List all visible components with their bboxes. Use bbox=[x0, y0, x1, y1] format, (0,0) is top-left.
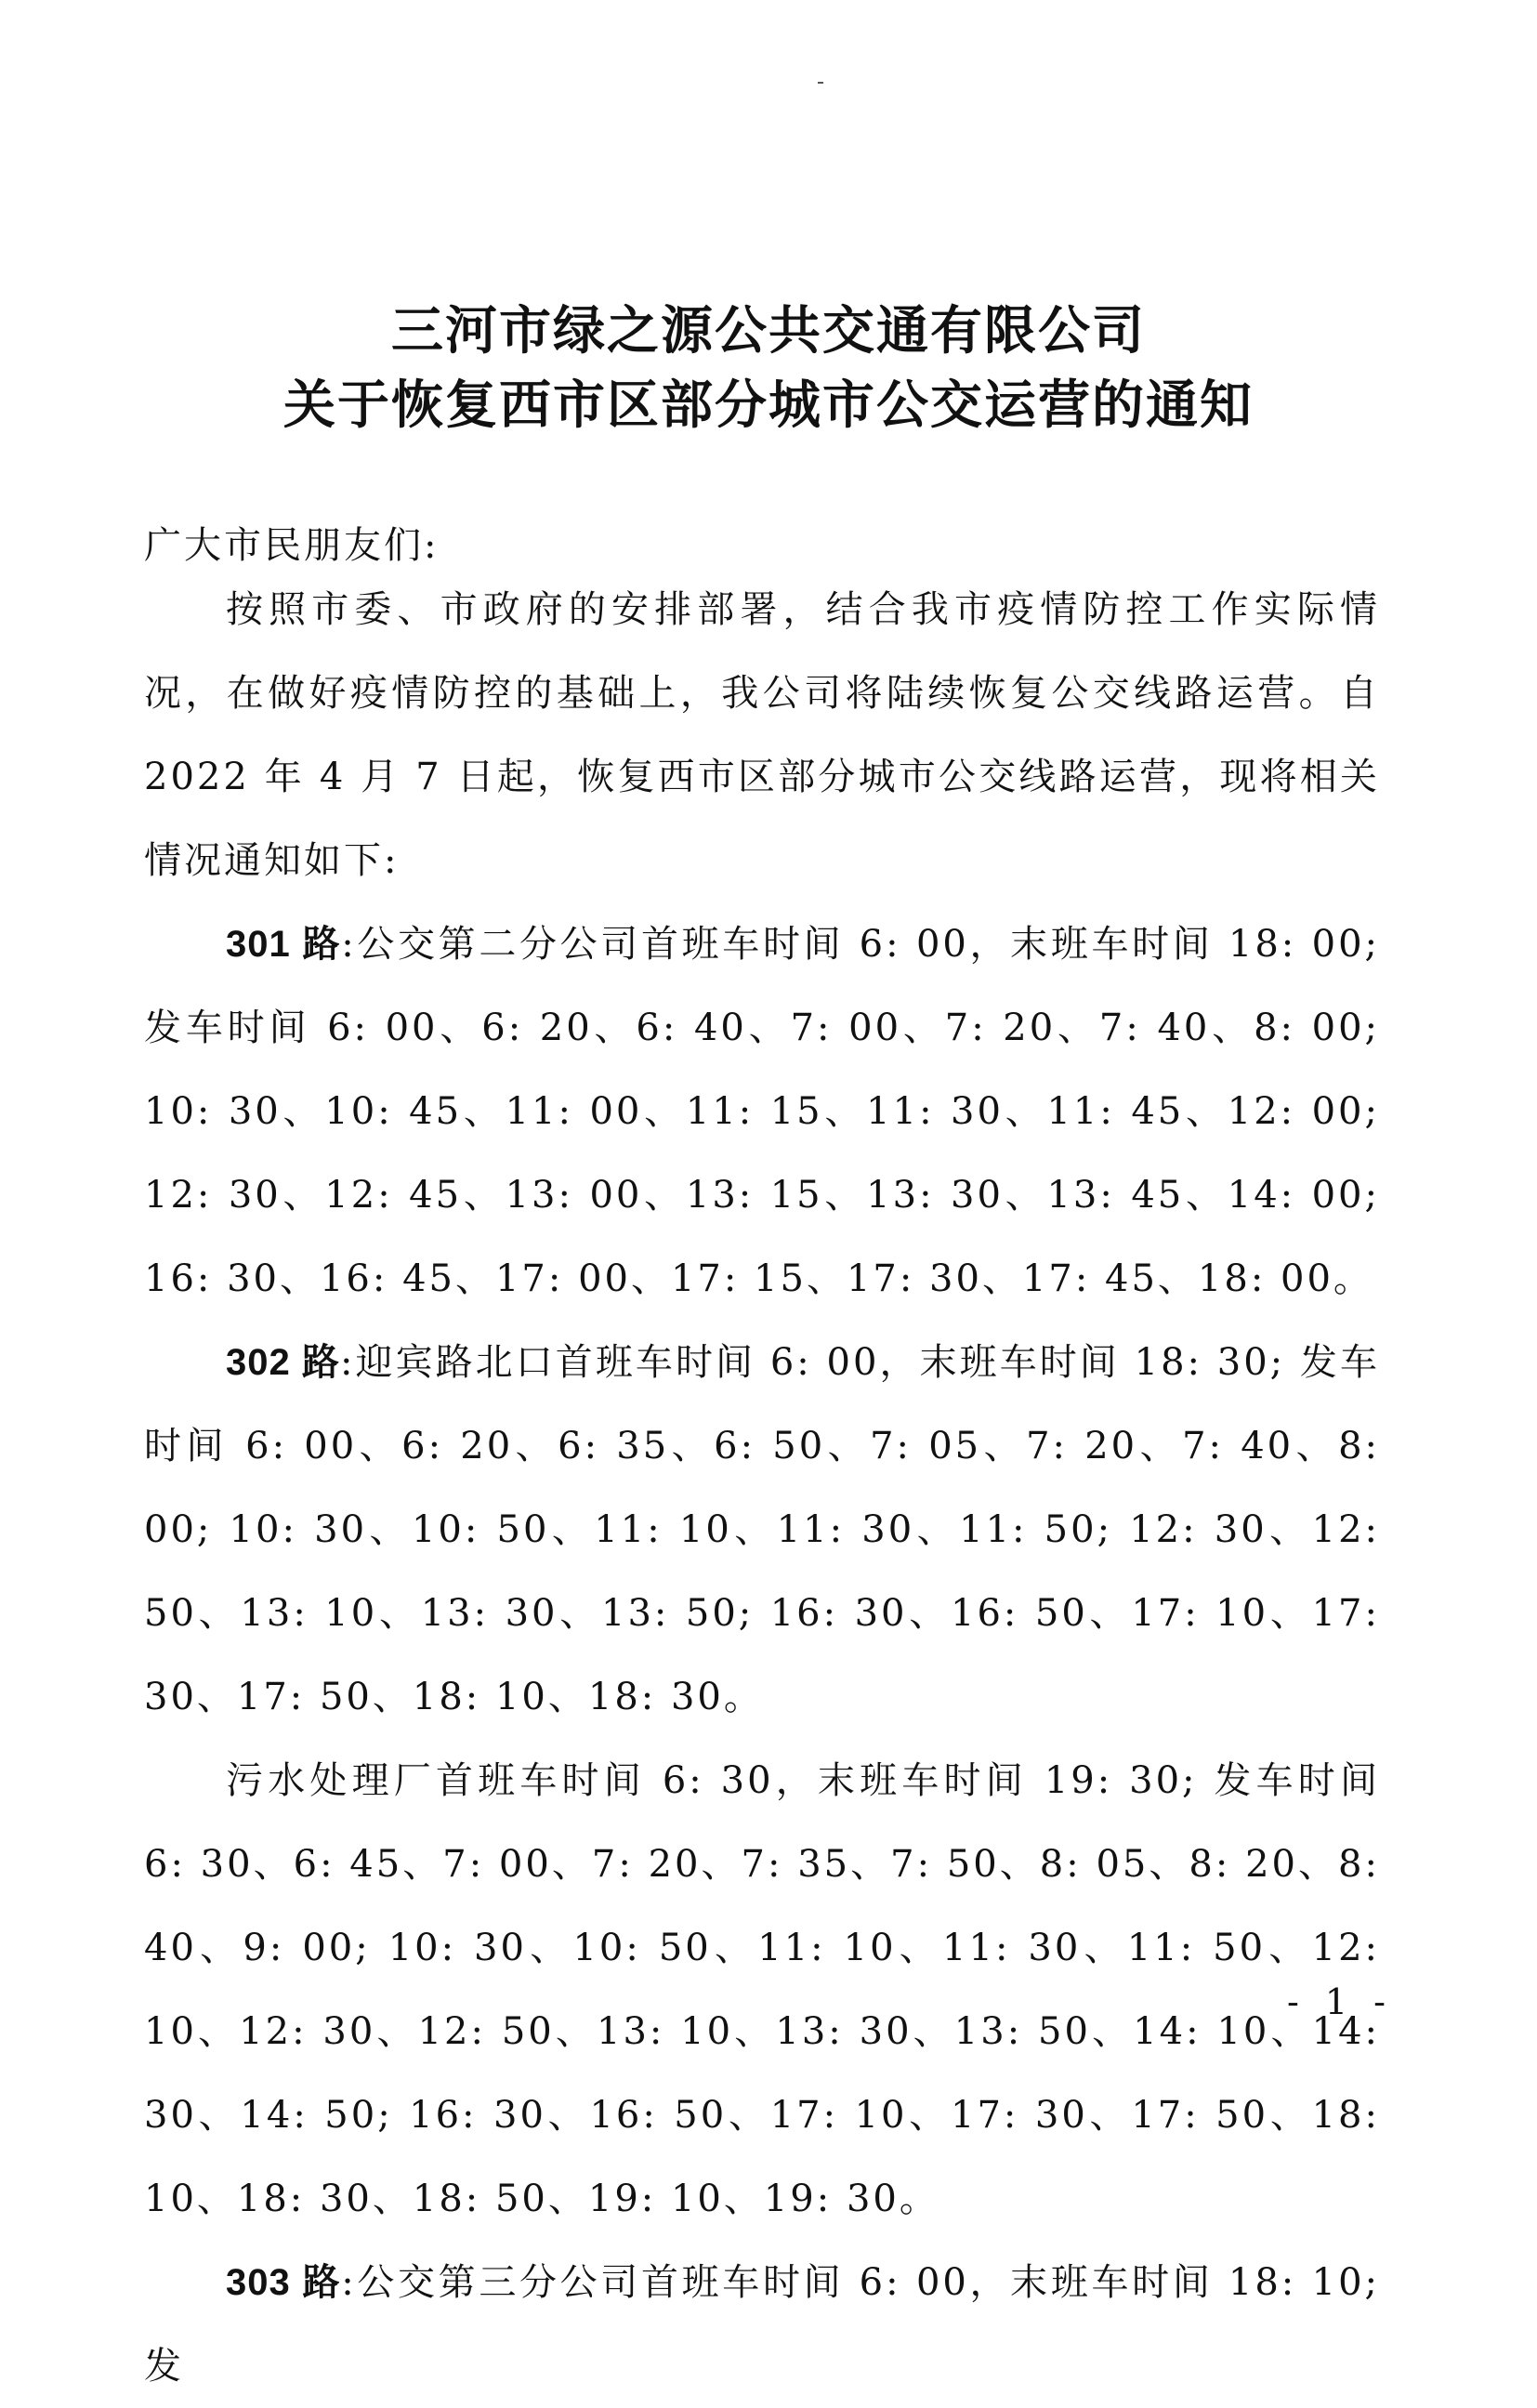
route-303-label: 303 路 bbox=[226, 2262, 342, 2303]
route-303-schedule: :公交第三分公司首班车时间 6: 00，末班车时间 18: 10; 发 bbox=[144, 2261, 1380, 2388]
route-302-paragraph bbox=[144, 1321, 1380, 1739]
route-302-return-paragraph: 污水处理厂首班车时间 6: 30，末班车时间 19: 30; 发车时间 6: 30、6: 45、7: 00、7: 20、7: 35、7: 50、8: 05、8: 20、8: 40、9: 00; 10: 30、10: 50、11: 10、11: 30、11: 50、12: 10、12: 30、12: 50、13: 10、13: 30、13: 50、14: 10、14: 30、14: 50; 16: 30、16: 50、17: 10、17: 30、17: 50、18: 10、18: 30、18: 50、19: 10、19: 30。 bbox=[144, 1759, 1380, 2220]
salutation: 广大市民朋友们: bbox=[144, 524, 440, 567]
title-line-1: 三河市绿之源公共交通有限公司 bbox=[391, 300, 1146, 362]
intro-paragraph: 按照市委、市政府的安排部署，结合我市疫情防控工作实际情况，在做好疫情防控的基础上，我公司将陆续恢复公交线路运营。自 2022 年 4 月 7 日起，恢复西市区部分城市公交线路运营，现将相关情况通知如下: bbox=[144, 588, 1380, 882]
page-number: - 1 - bbox=[1287, 1981, 1394, 2022]
scan-speck bbox=[818, 82, 823, 84]
notice-body bbox=[144, 568, 1380, 2408]
route-302-schedule: :迎宾路北口首班车时间 6: 00，末班车时间 18: 30; 发车时间 6: 00、6: 20、6: 35、6: 50、7: 05、7: 20、7: 40、8: 00; 10: 30、10: 50、11: 10、11: 30、11: 50; 12: 30、12: 50、13: 10、13: 30、13: 50; 16: 30、16: 50、17: 10、17: 30、17: 50、18: 10、18: 30。 bbox=[144, 1341, 1380, 1718]
route-302-label: 302 路 bbox=[226, 1342, 340, 1383]
route-301-schedule: :公交第二分公司首班车时间 6: 00，末班车时间 18: 00; 发车时间 6: 00、6: 20、6: 40、7: 00、7: 20、7: 40、8: 00; 10: 30、10: 45、11: 00、11: 15、11: 30、11: 45、12: 00; 12: 30、12: 45、13: 00、13: 15、13: 30、13: 45、14: 00; 16: 30、16: 45、17: 00、17: 15、17: 30、17: 45、18: 00。 bbox=[144, 923, 1380, 1300]
title-line-2: 关于恢复西市区部分城市公交运营的通知 bbox=[283, 375, 1254, 436]
route-303-paragraph bbox=[144, 2241, 1380, 2408]
route-301-paragraph bbox=[144, 902, 1380, 1321]
route-301-label: 301 路 bbox=[226, 924, 342, 965]
